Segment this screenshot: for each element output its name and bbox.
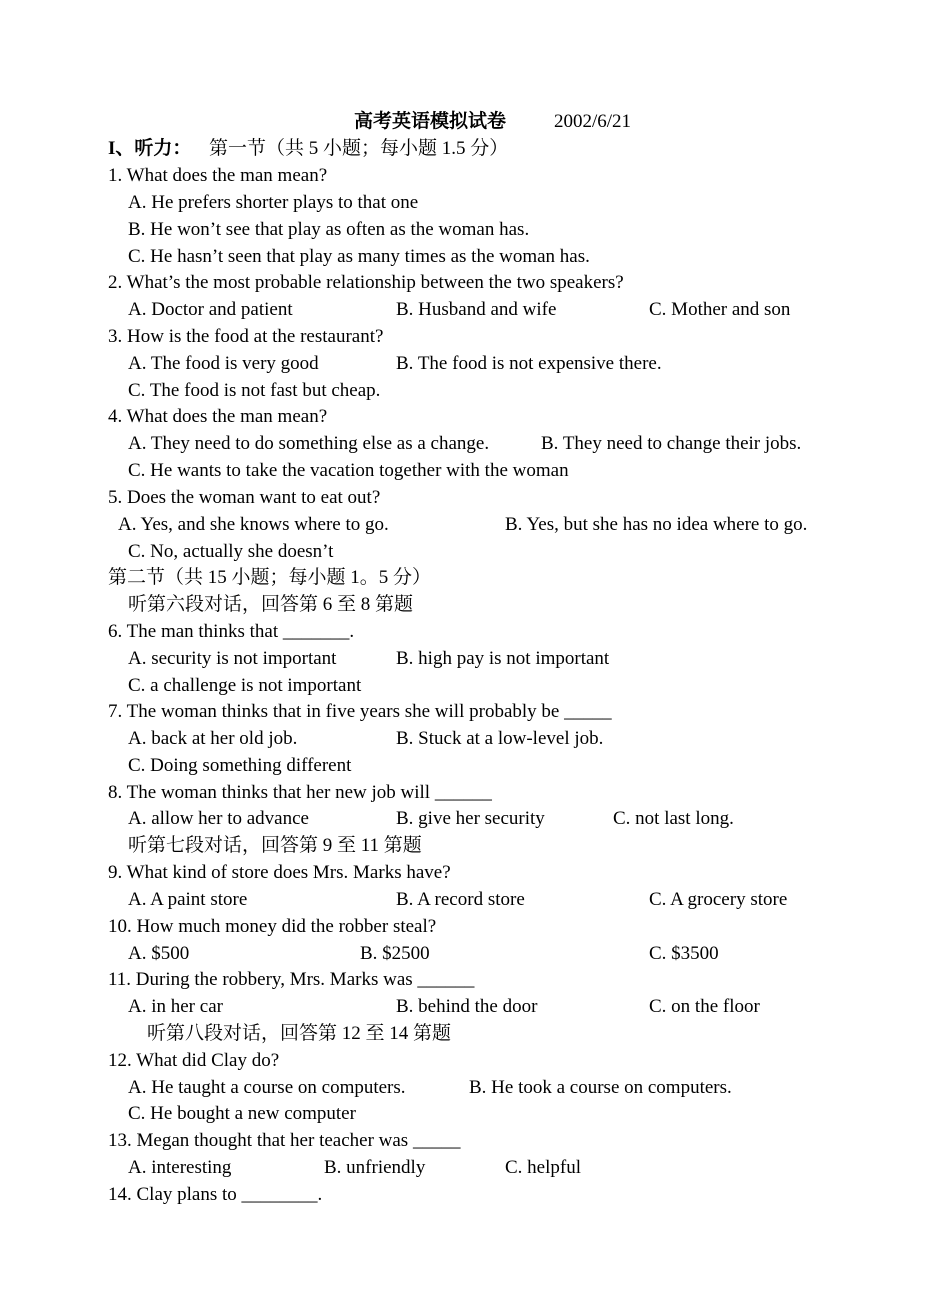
q12-option-a: A. He taught a course on computers. (128, 1077, 406, 1098)
q2-option-c: C. Mother and son (649, 299, 791, 320)
q5-option-c: C. No, actually she doesn’t (128, 541, 334, 562)
q8-option-b: B. give her security (396, 808, 545, 829)
q12-option-b: B. He took a course on computers. (469, 1077, 732, 1098)
q6-option-c: C. a challenge is not important (128, 675, 362, 696)
q10-option-a: A. $500 (128, 943, 190, 964)
part2-heading: 第二节（共 15 小题；每小题 1。5 分） (108, 567, 432, 588)
q7-option-a: A. back at her old job. (128, 728, 298, 749)
q6-option-a: A. security is not important (128, 648, 337, 669)
question-6: 6. The man thinks that _______. (108, 621, 355, 642)
q7-option-c: C. Doing something different (128, 755, 352, 776)
exam-date: 2002/6/21 (554, 111, 632, 132)
question-10: 10. How much money did the robber steal? (108, 916, 437, 937)
q13-option-c: C. helpful (505, 1157, 581, 1178)
question-9: 9. What kind of store does Mrs. Marks have? (108, 862, 451, 883)
q1-option-a: A. He prefers shorter plays to that one (128, 192, 419, 213)
q5-option-b: B. Yes, but she has no idea where to go. (505, 514, 808, 535)
q4-option-b: B. They need to change their jobs. (541, 433, 802, 454)
q8-option-a: A. allow her to advance (128, 808, 309, 829)
q9-option-c: C. A grocery store (649, 889, 788, 910)
question-8: 8. The woman thinks that her new job will ______ (108, 782, 492, 803)
q12-option-c: C. He bought a new computer (128, 1103, 356, 1124)
q1-option-c: C. He hasn’t seen that play as many times as the woman has. (128, 246, 590, 267)
question-7: 7. The woman thinks that in five years she will probably be _____ (108, 701, 612, 722)
q3-option-a: A. The food is very good (128, 353, 319, 374)
q6-option-b: B. high pay is not important (396, 648, 610, 669)
instruction-dialogue-6: 听第六段对话，回答第 6 至 8 第题 (128, 594, 414, 615)
instruction-dialogue-8: 听第八段对话，回答第 12 至 14 第题 (147, 1023, 452, 1044)
q10-option-b: B. $2500 (360, 943, 430, 964)
q8-option-c: C. not last long. (613, 808, 734, 829)
q9-option-a: A. A paint store (128, 889, 248, 910)
question-3: 3. How is the food at the restaurant? (108, 326, 384, 347)
question-11: 11. During the robbery, Mrs. Marks was ______ (108, 969, 475, 990)
q4-option-a: A. They need to do something else as a change. (128, 433, 490, 454)
q10-option-c: C. $3500 (649, 943, 719, 964)
q3-option-c: C. The food is not fast but cheap. (128, 380, 381, 401)
q11-option-b: B. behind the door (396, 996, 538, 1017)
q3-option-b: B. The food is not expensive there. (396, 353, 662, 374)
exam-title: 高考英语模拟试卷 (354, 111, 507, 132)
part1-heading: 第一节（共 5 小题；每小题 1.5 分） (209, 138, 509, 159)
q11-option-c: C. on the floor (649, 996, 760, 1017)
q4-option-c: C. He wants to take the vacation together with the woman (128, 460, 569, 481)
question-5: 5. Does the woman want to eat out? (108, 487, 381, 508)
q7-option-b: B. Stuck at a low-level job. (396, 728, 604, 749)
q1-option-b: B. He won’t see that play as often as the woman has. (128, 219, 530, 240)
question-4: 4. What does the man mean? (108, 406, 328, 427)
question-12: 12. What did Clay do? (108, 1050, 280, 1071)
question-14: 14. Clay plans to ________. (108, 1184, 323, 1205)
question-1: 1. What does the man mean? (108, 165, 328, 186)
q13-option-b: B. unfriendly (324, 1157, 426, 1178)
q2-option-b: B. Husband and wife (396, 299, 557, 320)
q13-option-a: A. interesting (128, 1157, 232, 1178)
q11-option-a: A. in her car (128, 996, 223, 1017)
q2-option-a: A. Doctor and patient (128, 299, 293, 320)
question-13: 13. Megan thought that her teacher was _____ (108, 1130, 461, 1151)
question-2: 2. What’s the most probable relationship between the two speakers? (108, 272, 624, 293)
instruction-dialogue-7: 听第七段对话，回答第 9 至 11 第题 (128, 835, 422, 856)
section-label: I、听力： (108, 138, 192, 159)
q9-option-b: B. A record store (396, 889, 525, 910)
q5-option-a: A. Yes, and she knows where to go. (118, 514, 389, 535)
